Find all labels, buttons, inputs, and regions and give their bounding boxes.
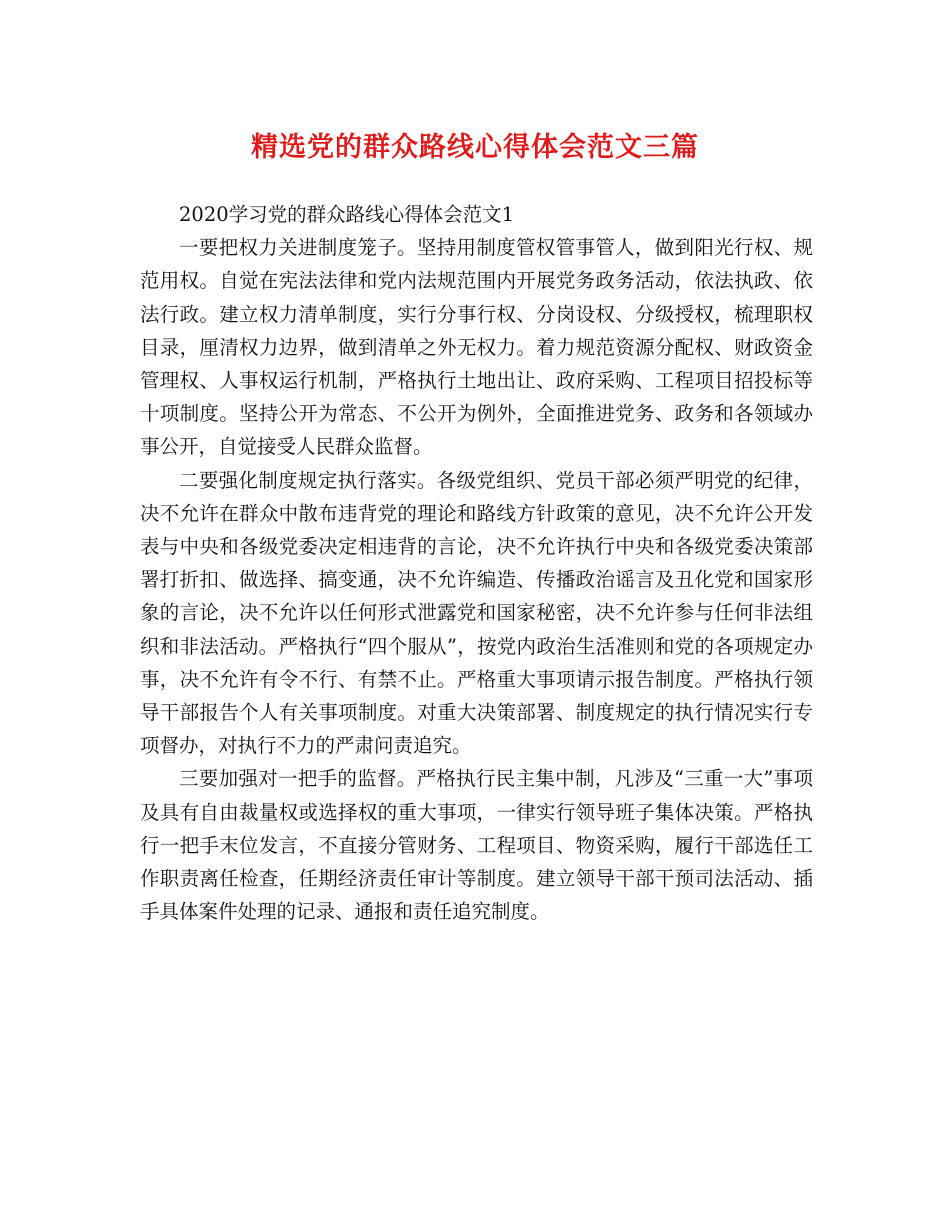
document-body [140, 198, 813, 928]
paragraph-3: 三要加强对一把手的监督。严格执行民主集中制，凡涉及“三重一大”事项及具有自由裁量权或选择权的重大事项，一律实行领导班子集体决策。严格执行一把手末位发言，不直接分管财务、工程项目、物资采购，履行干部选任工作职责离任检查，任期经济责任审计等制度。建立领导干部干预司法活动、插手具体案件处理的记录、通报和责任追究制度。 [140, 767, 813, 924]
document-title: 精选党的群众路线心得体会范文三篇 [251, 132, 699, 163]
paragraph-1: 一要把权力关进制度笼子。坚持用制度管权管事管人，做到阳光行权、规范用权。自觉在宪法法律和党内法规范围内开展党务政务活动，依法执政、依法行政。建立权力清单制度，实行分事行权、分岗设权、分级授权，梳理职权目录，厘清权力边界，做到清单之外无权力。着力规范资源分配权、财政资金管理权、人事权运行机制，严格执行土地出让、政府采购、工程项目招投标等十项制度。坚持公开为常态、不公开为例外，全面推进党务、政务和各领域办事公开，自觉接受人民群众监督。 [140, 236, 813, 459]
paragraph-2: 二要强化制度规定执行落实。各级党组织、党员干部必须严明党的纪律，决不允许在群众中散布违背党的理论和路线方针政策的意见，决不允许公开发表与中央和各级党委决定相违背的言论，决不允许执行中央和各级党委决策部署打折扣、做选择、搞变通，决不允许编造、传播政治谣言及丑化党和国家形象的言论，决不允许以任何形式泄露党和国家秘密，决不允许参与任何非法组织和非法活动。严格执行“四个服从”，按党内政治生活准则和党的各项规定办事，决不允许有令不行、有禁不止。严格重大事项请示报告制度。严格执行领导干部报告个人有关事项制度。对重大决策部署、制度规定的执行情况实行专项督办，对执行不力的严肃问责追究。 [140, 468, 813, 758]
section-heading: 2020学习党的群众路线心得体会范文1 [179, 203, 515, 226]
